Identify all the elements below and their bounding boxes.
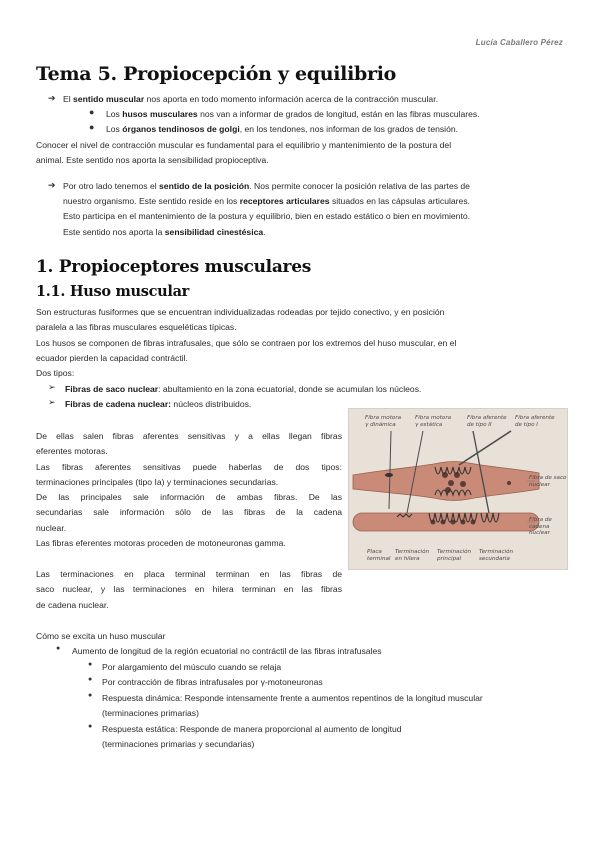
intro-bullet-2-line: Esto participa en el mantenimiento de la postura y equilibrio, bien en estado estático o bien en movimiento. [63, 211, 471, 221]
type-item-2: Fibras de cadena nuclear: núcleos distribuidos. [65, 399, 252, 409]
nucleus [507, 481, 511, 485]
type-ia-afferent-fiber [459, 431, 511, 465]
figure-label: Terminación secundaria [479, 549, 514, 562]
left-column-line: saco nuclear, y las terminaciones en hilera terminan en las fibras [36, 584, 342, 595]
left-column-line: De ellas salen fibras aferentes sensitivas y a ellas llegan fibras [36, 431, 342, 441]
figure-label: Terminación principal [437, 549, 472, 562]
types-label: Dos tipos: [36, 368, 75, 378]
excitation-sub-item: Respuesta estática: Responde de manera proporcional al aumento de longitud [102, 724, 402, 734]
left-column-text-2 [36, 567, 342, 613]
bullet-dot-icon: ● [88, 676, 93, 683]
left-column-line: Las fibras aferentes sensitivas puede haberlas de dos tipos: [36, 461, 342, 472]
intro-sub-bullet-1: Los husos musculares nos van a informar de grados de longitud, están en las fibras musculares. [106, 109, 480, 119]
figure-label: Terminación en hilera [395, 549, 430, 562]
excitation-sub-item: Por contracción de fibras intrafusales por γ-motoneuronas [102, 677, 323, 687]
paragraph-line: ecuador pierden la capacidad contráctil. [36, 353, 188, 363]
figure-label: Placa terminal [367, 549, 391, 562]
bullet-dot-icon: ● [56, 645, 61, 652]
left-column-line: eferentes motoras. [36, 446, 108, 457]
intro-paragraph-line: Conocer el nivel de contracción muscular es fundamental para el equilibrio y mantenimiento de la postura del [36, 140, 452, 150]
arrowhead-bullet-icon: ➢ [48, 382, 56, 392]
paragraph-line: paralela a las fibras musculares esqueléticas típicas. [36, 322, 237, 332]
figure-label: Fibra motora γ dinámica [365, 415, 402, 428]
arrowhead-bullet-icon: ➢ [48, 397, 56, 407]
left-column-text [36, 429, 342, 551]
left-column-line: terminaciones principales (tipo Ia) y terminaciones secundarias. [36, 476, 279, 487]
left-column-line: de cadena nuclear. [36, 599, 109, 610]
excitation-sub-item: Respuesta dinámica: Responde intensamente frente a aumentos repentinos de la longitud muscular [102, 693, 483, 703]
figure-label: Fibra de cadena nuclear [529, 517, 552, 537]
paragraph-line: Son estructuras fusiformes que se encuentran individualizadas rodeadas por tejido conectivo, y en posición [36, 307, 445, 317]
excitation-main-item: Aumento de longitud de la región ecuatorial no contráctil de las fibras intrafusales [72, 646, 382, 656]
intro-bullet-2-line: Este sentido nos aporta la sensibilidad cinestésica. [63, 227, 266, 237]
excitation-sub-item-cont: (terminaciones primarias) [102, 708, 199, 718]
nucleus [460, 481, 466, 487]
bullet-dot-icon: ● [88, 661, 93, 668]
excitation-title: Cómo se excita un huso muscular [36, 631, 166, 641]
bullet-dot-icon: ● [88, 692, 93, 699]
type-item-1: Fibras de saco nuclear: abultamiento en la zona ecuatorial, donde se acumulan los núcleos. [65, 384, 422, 394]
muscle-spindle-diagram [349, 409, 567, 569]
bullet-dot-icon: ● [89, 122, 95, 132]
left-column-line: Las fibras eferentes motoras proceden de motoneuronas gamma. [36, 538, 286, 549]
bullet-dot-icon: ● [88, 723, 93, 730]
figure-label: Fibra aferente de tipo II [467, 415, 507, 428]
left-column-line: Las terminaciones en placa terminal terminan en las fibras de [36, 569, 342, 579]
intro-paragraph-line: animal. Este sentido nos aporta la sensibilidad propioceptiva. [36, 155, 269, 165]
motor-end-plate [385, 473, 393, 477]
author-name: Lucía Caballero Pérez [475, 38, 563, 47]
left-column-line: De las principales sale información de ambas fibras. De las [36, 492, 342, 503]
arrow-bullet-icon: ➔ [48, 93, 56, 103]
section-heading: 1. Propioceptores musculares [36, 257, 311, 277]
figure-label: Fibra motora γ estática [415, 415, 452, 428]
paragraph-line: Los husos se componen de fibras intrafusales, que sólo se contraen por los extremos del huso muscular, en el [36, 338, 457, 348]
page-title: Tema 5. Propiocepción y equilibrio [36, 63, 396, 85]
subsection-heading: 1.1. Huso muscular [36, 283, 190, 300]
excitation-sub-item-cont: (terminaciones primarias y secundarias) [102, 739, 255, 749]
intro-sub-bullet-2: Los órganos tendinosos de golgi, en los tendones, nos informan de los grados de tensión. [106, 124, 459, 134]
left-column-line: secundarias sale información sólo de las fibras de la cadena [36, 507, 342, 518]
bullet-dot-icon: ● [89, 107, 95, 117]
nucleus [448, 480, 454, 486]
arrow-bullet-icon: ➔ [48, 180, 56, 190]
intro-bullet-1: El sentido muscular nos aporta en todo momento información acerca de la contracción muscular. [63, 94, 438, 104]
figure-label: Fibra de saco nuclear [529, 475, 567, 488]
intro-bullet-2-line: Por otro lado tenemos el sentido de la posición. Nos permite conocer la posición relativa de las partes de [63, 181, 470, 191]
intro-bullet-2-line: nuestro organismo. Este sentido reside en los receptores articulares situados en las cápsulas articulares. [63, 196, 470, 206]
muscle-spindle-figure [348, 408, 568, 570]
excitation-sub-item: Por alargamiento del músculo cuando se relaja [102, 662, 282, 672]
figure-label: Fibra aferente de tipo I [515, 415, 555, 428]
nuclear-bag-fiber [353, 462, 539, 501]
left-column-line: nuclear. [36, 522, 67, 533]
